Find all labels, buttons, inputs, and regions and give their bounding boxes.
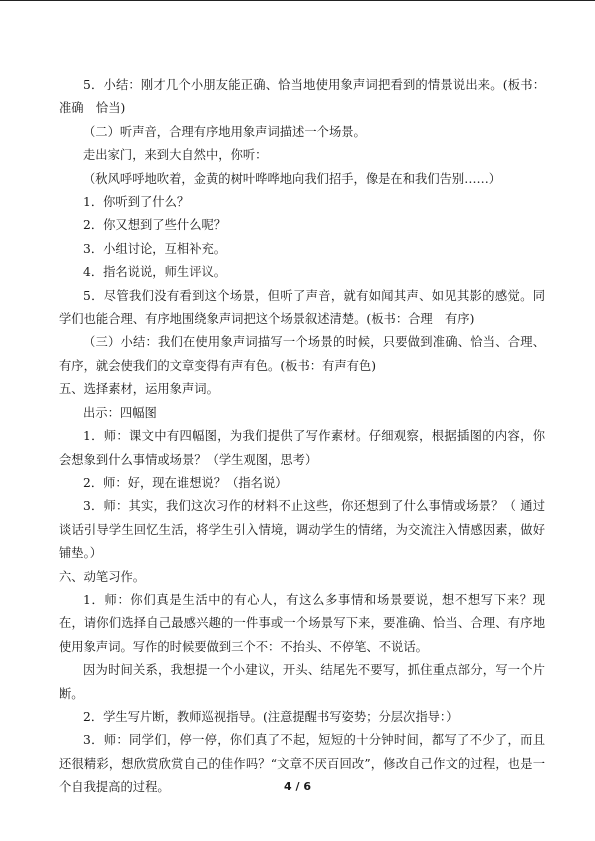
paragraph: 2．你又想到了些什么呢？ [83,218,227,233]
paragraph: 4．指名说说，师生评议。 [83,265,227,280]
paragraph: 5．尽管我们没有看到这个场景，但听了声音，就有如闻其声、如见其影的感觉。同学们也能合理、有序地围绕象声词把这个场景叙述清楚。(板书：合理 有序) [59,288,545,327]
paragraph: （二）听声音，合理有序地用象声词描述一个场景。 [83,124,366,139]
paragraph: 1．师：你们真是生活中的有心人，有这么多事情和场景要说，想不想写下来？现在，请你们选择自己最感兴趣的一件事或一个场景写下来，要准确、恰当、合理、有序地使用象声词。写作的时候要做到三个不：不抬头、不停笔、不说话。 [59,592,545,654]
paragraph: 1．师：课文中有四幅图，为我们提供了写作素材。仔细观察，根据插图的内容，你会想象到什么事情或场景？（学生观图，思考） [59,429,545,467]
paragraph: 3．小组讨论，互相补充。 [83,241,227,256]
paragraph: 五、选择素材，运用象声词。 [59,382,219,397]
paragraph: 3．师：其实，我们这次习作的材料不止这些，你还想到了什么事情或场景？（ 通过谈话引导学生回忆生活，将学生引入情境，调动学生的情绪，为交流注入情感因素，做好铺垫。） [59,499,545,561]
paragraph: 走出家门，来到大自然中，你听： [83,148,268,163]
paragraph: 3．师：同学们，停一停，你们真了不起，短短的十分钟时间，都写了不少了，而且还很精彩，想欣赏欣赏自己的佳作吗？“文章不厌百回改”，修改自己作文的过程，也是一个自我提高的过程。 [59,733,545,795]
paragraph: （秋风呼呼地吹着，金黄的树叶哗哗地向我们招手，像是在和我们告别……） [83,171,502,186]
paragraph: 出示：四幅图 [83,405,157,420]
paragraph: 因为时间关系，我想提一个小建议，开头、结尾先不要写，抓住重点部分，写一个片断。 [59,663,545,701]
paragraph: 5．小结：刚才几个小朋友能正确、恰当地使用象声词把看到的情景说出来。(板书：准确 恰当) [59,78,545,116]
paragraph: 2．学生写片断，教师巡视指导。(注意提醒书写姿势；分层次指导：） [83,709,459,724]
document-body [59,74,545,800]
paragraph: 六、动笔习作。 [59,569,146,584]
top-border-rule [0,0,595,1]
paragraph: 2．师：好，现在谁想说？（指名说） [83,475,288,490]
paragraph: 1．你听到了什么？ [83,195,190,210]
page-number: 4 / 6 [284,780,311,793]
paragraph: （三）小结：我们在使用象声词描写一个场景的时候，只要做到准确、恰当、合理、有序，就会使我们的文章变得有声有色。(板书：有声有色) [59,335,545,373]
